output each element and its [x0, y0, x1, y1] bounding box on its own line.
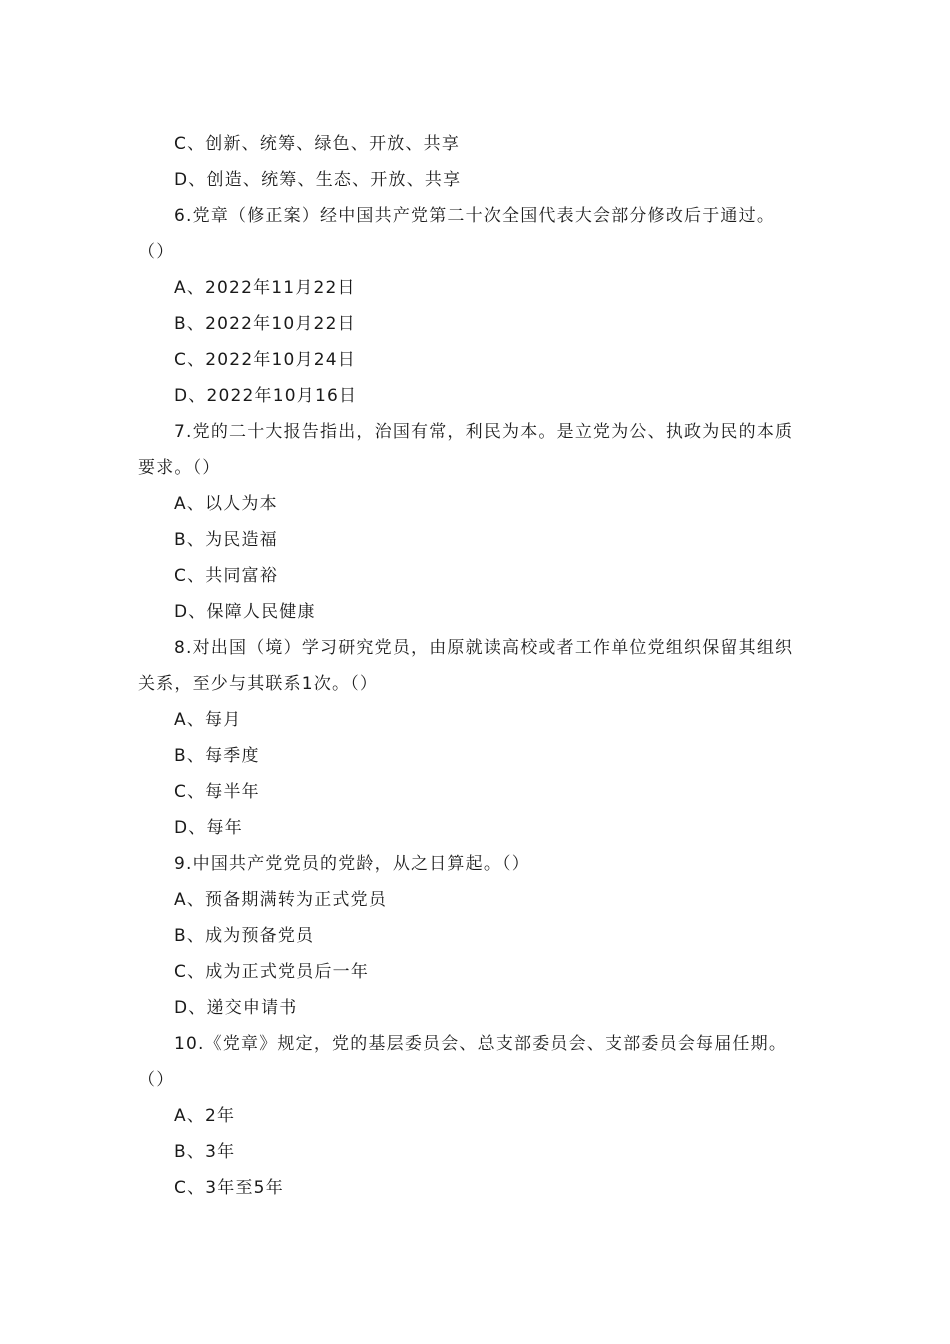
- q6-option-b: B、2022年10月22日: [174, 314, 356, 334]
- q7-stem-cont: 要求。（）: [138, 458, 221, 478]
- q10-option-b: B、3年: [174, 1142, 236, 1162]
- q8-option-a: A、每月: [174, 710, 242, 730]
- q6-option-c: C、2022年10月24日: [174, 350, 356, 370]
- q5-option-c: C、创新、统筹、绿色、开放、共享: [174, 134, 461, 154]
- q9-option-a: A、预备期满转为正式党员: [174, 890, 388, 910]
- q10-option-c: C、3年至5年: [174, 1178, 284, 1198]
- q7-stem: 7.党的二十大报告指出，治国有常，利民为本。是立党为公、执政为民的本质: [174, 422, 794, 442]
- q8-option-d: D、每年: [174, 818, 243, 838]
- q6-stem: 6.党章（修正案）经中国共产党第二十次全国代表大会部分修改后于通过。: [174, 206, 776, 226]
- q9-option-c: C、成为正式党员后一年: [174, 962, 370, 982]
- q6-stem-cont: （）: [138, 242, 175, 262]
- q7-option-a: A、以人为本: [174, 494, 278, 514]
- quiz-content: [138, 126, 838, 1206]
- q6-option-d: D、2022年10月16日: [174, 386, 358, 406]
- q8-stem: 8.对出国（境）学习研究党员，由原就读高校或者工作单位党组织保留其组织: [174, 638, 794, 658]
- q10-stem: 10.《党章》规定，党的基层委员会、总支部委员会、支部委员会每届任期。: [174, 1034, 788, 1054]
- q7-option-b: B、为民造福: [174, 530, 278, 550]
- q7-option-c: C、共同富裕: [174, 566, 279, 586]
- q5-option-d: D、创造、统筹、生态、开放、共享: [174, 170, 462, 190]
- q9-option-d: D、递交申请书: [174, 998, 298, 1018]
- q10-stem-cont: （）: [138, 1070, 175, 1090]
- q8-option-b: B、每季度: [174, 746, 260, 766]
- q9-stem: 9.中国共产党党员的党龄，从之日算起。（）: [174, 854, 530, 874]
- q9-option-b: B、成为预备党员: [174, 926, 315, 946]
- q8-stem-cont: 关系，至少与其联系1次。（）: [138, 674, 379, 694]
- q8-option-c: C、每半年: [174, 782, 260, 802]
- q7-option-d: D、保障人民健康: [174, 602, 316, 622]
- q10-option-a: A、2年: [174, 1106, 236, 1126]
- q6-option-a: A、2022年11月22日: [174, 278, 356, 298]
